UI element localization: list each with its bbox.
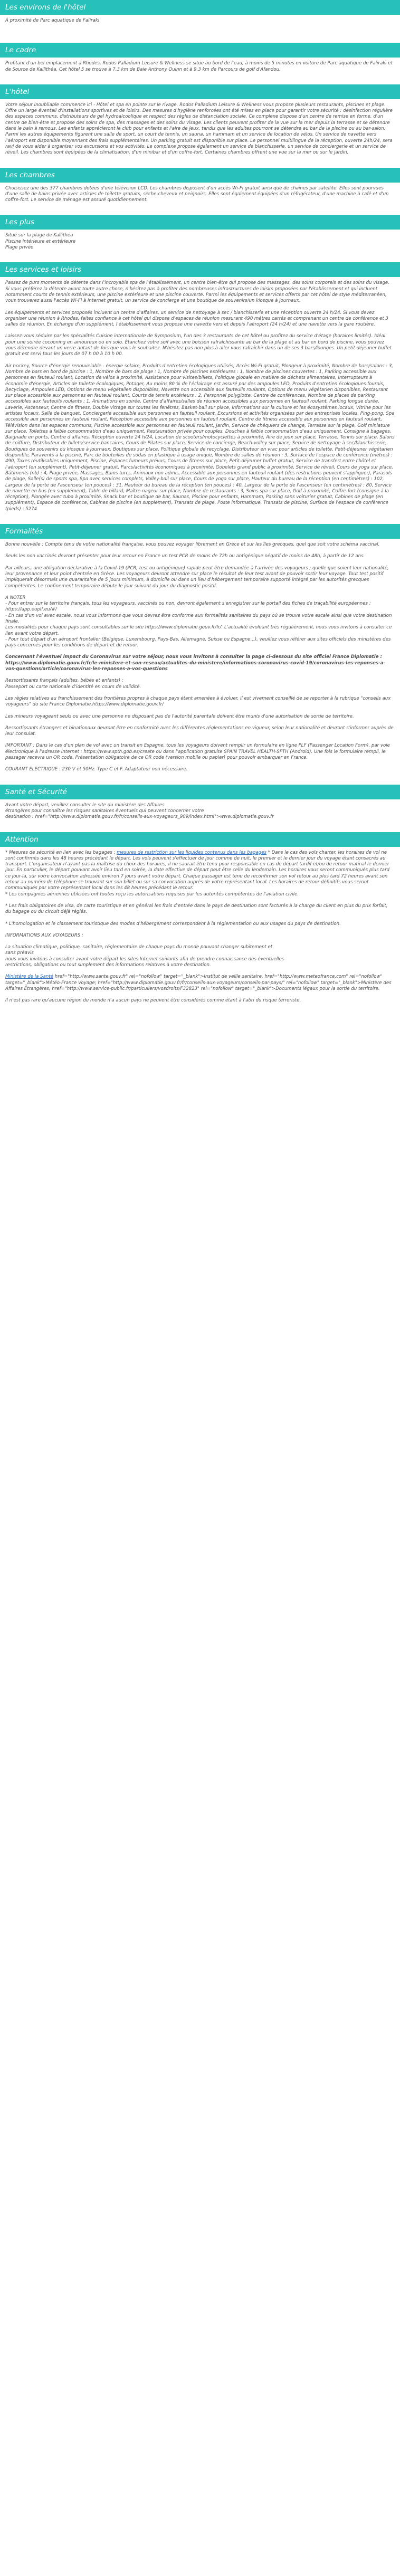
sante-line: étrangères pour connaître les risques sanitaires éventuels qui peuvent concerner votre [5,808,204,814]
section-title-environs: Les environs de l'hôtel [0,0,400,15]
services-paragraph: Passez de purs moments de détente dans l'incroyable spa de l'établissement, un centre bien-être qui propose des massages, des soins corporels et des soins du visage. Si vous préférez la détente avant toute autre chose, n'hésitez pas à profiter des nombreuses infrastructures de loisirs proposées par l'établissement et qui incluent notamment courts de tennis extérieurs, une piscine extérieure et une piscine couverte. Parmi les équipements et services offerts par cet hôtel de style méditerranéen, vous trouverez aussi l'accès Wi-Fi à Internet gratuit, un service de concierge et une boutique de souvenirs/un kiosque à journaux. [5,280,389,304]
attention-paragraph: Il n'est pas rare qu'aucune région du monde n'a aucun pays ne peuvent être considérés comme étant à l'abri du risque terroriste. [5,998,301,1004]
formalites-paragraph: Bonne nouvelle : Compte tenu de votre nationalité française, vous pouvez voyager librement en Grèce et sur les îles grecques, quel que soit votre schéma vaccinal. [5,542,380,548]
sante-line: destination : href="http://www.diplomatie.gouv.fr/fr/conseils-aux-voyageurs_909/index.html">www.diplomatie.gouv.fr [5,814,274,820]
formalites-line: Passeport ou carte nationale d'identité en cours de validité. [5,684,141,690]
section-body-hotel [0,99,400,156]
attention-line: nous vous invitons à consulter avant votre départ les sites Internet suivants afin de prendre connaissance des éventuelles [5,956,284,962]
anoter-line: - Pour tout départ d'un aéroport frontalier (Belgique, Luxembourg, Pays-Bas, Allemagne, Suisse ou Espagne...), veuillez vous référer aux sites officiels des ministères des pays concernés pour les conditions de départ et de retour. [5,636,391,648]
anoter-line: - En cas d'un vol avec escale, nous vous informons que vous devrez être conforme aux formalités sanitaires du pays où se trouve votre escale ainsi que votre destination finale. [5,613,392,624]
chambres-text: Choisissez une des 377 chambres dotées d'une télévision LCD. Les chambres disposent d'un accès Wi-Fi gratuit ainsi que de chaînes par satellite. Elles sont pourvues d'une salle de bains privée avec articles de toilette gratuits, sèche-cheveux et peignoirs. Elles sont également équipées d'un réfrigérateur, d'une machine à café et d'un coffre-fort. Le service de ménage est assuré quotidiennement. [5,185,389,203]
formalites-line: Ressortissants français (adultes, bébés et enfants) : [5,678,123,684]
section-body-plus [0,230,400,251]
attention-line: restrictions, obligations ou tout simplement des informations relatives à votre destination. [5,962,211,968]
formalites-covid-notice: Concernant l'éventuel impact du Coronavirus sur votre séjour, nous vous invitons à consulter la page ci-dessous du site officiel France Diplomatie : https://www.diplomatie.gouv.fr/fr/le-ministere-et-son-reseau/actualites-du-ministere/informations-coronavirus-covid-19/coronavirus-les-reponses-a-vos-questions/article/coronavirus-les-reponses-a-vos-questions [5,654,385,672]
plus-line: Plage privée [5,245,34,251]
section-title-hotel: L'hôtel [0,84,400,99]
plus-line: Situé sur la plage de Kallithéa [5,233,73,238]
section-body-attention [0,847,400,1004]
formalites-paragraph: Les règles relatives au franchissement des frontières propres à chaque pays étant amenées à évoluer, il est vivement conseillé de se reporter à la rubrique "conseils aux voyageurs" du site France Diplomatie.https://www.diplomatie.gouv.fr/ [5,695,391,708]
attention-line: La situation climatique, politique, sanitaire, réglementaire de chaque pays du monde pouvant changer subitement et [5,944,273,950]
liquids-restriction-link[interactable]: mesures de restriction sur les liquides contenus dans les bagages [117,850,266,855]
anoter-title: A NOTER [5,595,26,600]
formalites-paragraph: Par ailleurs, une obligation déclarative à la Covid-19 (PCR, test ou antigénique) rapide peut être demandée à l'arrivée des voyageurs ; quelle que soient leur nationalité, leur provenance et leur point d'entrée en Grèce. Les voyageurs devront attendre sur place le résultat de leur test avant de pouvoir sortir leur voyage. Tout test positif impliquerait désormais une quarantaine de 5 jours minimum, à domicile ou dans un lieu d'hébergement temporaire supporté intégré par les autorités grecques compétentes. Le confinement temporaire débute le jour suivant du jour du diagnostic positif. [5,565,389,589]
section-body-chambres [0,183,400,204]
attention-paragraph [5,850,395,898]
attention-info-title: INFORMATIONS AUX VOYAGEURS : [5,932,83,938]
attention-paragraph [5,974,395,992]
formalites-paragraph: COURANT ELECTRIQUE : 230 V et 50Hz. Type C et F. Adaptateur non nécessaire. [5,767,188,772]
section-title-chambres: Les chambres [0,168,400,183]
hotel-text: Votre séjour inoubliable commence ici - Hôtel et spa en pointe sur le rivage, Rodos Palladium Leisure & Wellness vous propose plusieurs restaurants, piscines et plage. Offre un large éventail d'installations sportives et de loisirs. Des mesures d'hygiène renforcées ont été mises en place pour garantir votre sécurité : désinfection régulière des espaces communs, distributeurs de gel hydroalcoolique et respect des règles de distanciation sociale. Ce complexe dispose d'un centre de remise en forme, d'un centre de bien-être et propose des soins de spa, des massages et des soins du visage. Les clients peuvent profiter de la vue sur la mer depuis la terrasse et se détendre dans le bain à remous. Les enfants apprécieront le club pour enfants et l'aire de jeux, tandis que les adultes pourront se détendre au bar de la piscine ou au bar-salon. Parmi les autres équipements figurent une salle de sport, un court de tennis, un sauna, un hammam et un service de location de vélos. Un service de navette vers l'aéroport est disponible moyennant des frais supplémentaires. Un parking gratuit est disponible sur place. Le personnel multilingue de la réception, ouverte 24h/24, sera ravi de vous aider à organiser vos excursions et vos activités. Le complexe propose également un service de blanchisserie, un service de conciergerie et un service de réveil. Les chambres sont équipées de la climatisation, d'un minibar et d'un coffre-fort. Certaines chambres offrent une vue sur la mer ou sur le jardin. [5,102,393,156]
services-paragraph: Les équipements et services proposés incluent un centre d'affaires, un service de nettoyage à sec / blanchisserie et une réception ouverte 24 h/24. Si vous devez organiser une réunion à Rhodes, faites confiance à cet hôtel qui dispose d'espaces de réunion mesurant 490 mètres carrés et comprenant un centre de conférence et 3 salles de réunion. En échange d'un supplément, l'établissement vous propose une navette vers et depuis l'aéroport (24 h/24) et une navette vers la gare routière. [5,310,388,328]
section-title-cadre: Le cadre [0,43,400,58]
section-body-environs [0,15,400,24]
anoter-line: Les modalités pour chaque pays sont consultables sur le site https://www.diplomatie.gouv.fr/fr/. L'actualité évoluant très régulièrement, nous vous invitons à consulter ce lien avant votre départ. [5,625,392,636]
attention-line: sans préavis [5,950,34,956]
attention-tail: * Les compagnies aériennes utilisées ont toutes reçu les autorisations requises par les autorités compétentes de l'aviation civile. [5,891,299,897]
section-body-services [0,277,400,512]
section-title-attention: Attention [0,832,400,847]
anoter-line: - Pour entrer sur le territoire français, tous les voyageurs, vaccinés ou non, devront également s'enregistrer sur le portail des fiches de traçabilité européennes : https://app.euplf.eu/#/ [5,601,371,613]
section-title-services: Les services et loisirs [0,262,400,277]
services-amenities-list: Air hockey, Source d'énergie renouvelable - énergie solaire, Produits d'entretien écologiques utilisés, Accès Wi-Fi gratuit, Plongeur à proximité, Nombre de bars/salons : 3, Nombre de bars en bord de piscine : 1, Nombre de bars de plage : 1, Nombre de piscines extérieures : 1, Nombre de piscines couvertes : 1, Parking accessible aux personnes en fauteuil roulant, Location de vélos à proximité, Assistance pour visites/billets, Politique globale en matière de déchets alimentaires, Interrupteurs à économie d'énergie, Articles de toilette écologiques, Potager, Au moins 80 % de l'éclairage est assuré par des ampoules LED, Produits d'entretien écologiques fournis, Recyclage, Ampoules LED, Options de menu végétalien disponibles, Navette non accessible aux fauteuils roulants, Options de menu végétarien disponibles, Restaurant sur place accessible aux personnes en fauteuil roulant, Courts de tennis extérieurs : 2, Personnel polyglotte, Centre de conférences, Nombre de places de parking accessibles aux fauteuils roulants : 1, Animations en soirée, Centre d'affaires/salles de réunion accessibles aux personnes en fauteuil roulant, Parking longue durée, Laverie, Ascenseur, Centre de fitness, Double vitrage sur toutes les fenêtres, Basket-ball sur place, Informations sur la culture et les écosystèmes locaux, Vitrine pour les artistes locaux, Salle de banquet, Conciergerie accessible aux personnes en fauteuil roulant, Excursions et activités organisées par des entreprises locales, Ping-pong, Spa accessible aux personnes en fauteuil roulant, Réception accessible aux personnes en fauteuil roulant, Centre de fitness accessible aux personnes en fauteuil roulant, Télévision dans les espaces communs, Piscine accessible aux personnes en fauteuil roulant, Jardin, Service de chéquiers de change, Terrasse sur la plage, Golf miniature sur place, Toilettes à faible consommation d'eau uniquement, Restauration privée pour couples, Douches à faible consommation d'eau uniquement, Consigne à bagages, Baignade en ponts, Centre d'affaires, Réception ouverte 24 h/24, Location de scooters/motocyclettes à proximité, Aire de jeux sur place, Terrasse, Tennis sur place, Salons de coiffure, Distributeur de billets/service bancaires, Cours de Pilates sur place, Service de concierge, Beach-volley sur place, Service de nettoyage à sec/blanchisserie, Boutiques de souvenirs ou kiosque à journaux, Boutiques sur place, Politique globale de recyclage, Distributeur en vrac pour articles de toilette, Petit-déjeuner végétarien disponible, Paravents à la piscine, Parc de bouteilles de sodas en plastique à usage unique, Nombre de salles de réunion : 3, Surface de l'espace de conférence (mètres) : 490, Taxes réutilisables uniquement, Piscine, Espaces fumeurs prévus, Cours de fitness sur place, Petit-déjeuner buffet gratuit, Service de transfert entre l'hôtel et l'aéroport (en supplément), Petit-déjeuner gratuit, Parcs/activités économiques à proximité, Gobelets grand public à proximité, Service de réveil, Cours de yoga sur place, Bâtiments (nb) : 4, Plage privée, Massages, Bains turcs, Animaux non admis, Accessible aux personnes en fauteuil roulant (des restrictions peuvent s'appliquer), Parasols de plage, Salle(s) de sports spa, Spa avec services complets, Volley-ball sur place, Cours de yoga sur place, Hauteur du bureau de la réception (en centimètres) : 102, Largeur de la porte de l'ascenseur (en pouces) : 31, Hauteur du bureau de la réception (en pouces) : 40, Largeur de la porte de l'ascenseur (en centimètres) : 80, Service de navette en bus (en supplément), Table de billard, Maître-nageur sur place, Nombre de restaurants : 3, Soins spa sur place, Golf à proximité, Coffre-fort (consigne à la réception), Plongée avec tuba à proximité, Snack bar et boutique de bar, Saunas, Piscine pour enfants, Hammam, Parking sans voiturier gratuit, Cabines de plage (en supplément), Espace de conférence, Cabines de piscine (en supplément), Transats de plage, Poste informatique, Transats de piscine, Surface de l'espace de conférence (pieds) : 5274 [5,363,395,512]
section-title-plus: Les plus [0,215,400,230]
formalites-important: IMPORTANT : Dans le cas d'un plan de vol avec un transit en Espagne, tous les voyageurs doivent remplir un formulaire en ligne PLF (Passenger Location Form), par voie électronique à l'adresse internet : https://www.spth.gob.es/create ou dans l'application gratuite SPAIN TRAVEL HEALTH-SPTH (Android). Une fois le formulaire rempli, le passager recevra un QR code. Présentation obligatoire de ce QR code (version mobile ou papier) pour pouvoir embarquer en France. [5,743,390,761]
attention-paragraph: * L'homologation et le classement touristique des modes d'hébergement correspondent à la réglementation ou aux usages du pays de destination. [5,921,341,927]
formalites-paragraph: Ressortissants étrangers et binationaux devront être en conformité avec les différentes réglementations en vigueur, selon leur nationalité et devront s'informer auprès de leur consulat. [5,725,394,737]
cadre-text: Profitant d'un bel emplacement à Rhodes, Rodos Palladium Leisure & Wellness se situe au bord de l'eau, à moins de 5 minutes en voiture de Parc aquatique de Faliraki et de Source de Kallithéa. Cet hôtel 5 se trouve à 7,3 km de Baie Anthony Quinn et à 9,3 km de Parcours de golf d'Afandou. [5,61,393,72]
plus-line: Piscine intérieure et extérieure [5,238,76,244]
formalites-paragraph: Les mineurs voyageant seuls ou avec une personne ne disposant pas de l'autorité parentale doivent être munis d'une autorisation de sortie de territoire. [5,713,354,719]
environs-text: À proximité de Parc aquatique de Faliraki [5,18,100,23]
section-body-formalites [0,539,400,773]
formalites-paragraph: Seuls les non vaccinés devront présenter pour leur retour en France un test PCR de moins de 72h ou antigénique négatif de moins de 48h, à partir de 12 ans. [5,554,365,559]
section-title-sante: Santé et Sécurité [0,785,400,799]
attention-links-text: href="http://www.sante.gouv.fr" rel="nofollow" target="_blank">Institut de veille sanitaire, href="http://www.meteofrance.com" rel="nofollow" target="_blank">Météo-France Voyage; href="http://www.diplomatie.gouv.fr/fr/conseils-aux-voyageurs/conseils-par-pays/" rel="nofollow" target="_blank">Ministère des Affaires Étrangères, href="http://www.service-public.fr/particuliers/vosdroits/F32823" rel="nofollow" target="_blank">Documents légaux pour la sortie du territoire. [5,974,392,991]
attention-rest: * Dans le cas des vols charter, les horaires de vol ne sont confirmés dans les 48 heures précédant le départ. Les vols peuvent s'effectuer de jour comme de nuit, le premier et le dernier jour du voyage étant consacrés au transport. L'organisateur n'ayant pas la maîtrise du choix des horaires, il ne saurait être tenu pour responsable en cas de départ tardif et/ou de retour matinal le dernier jour. En particulier, le départ pouvant avoir lieu tard en soirée, la date effective de départ peut être celle du lendemain. Les horaires vous seront communiqués plus tard ce jour-là, sur votre convocation adressée environ 7 jours avant votre départ. Chaque passager est tenu de reconfirmer son vol retour au plus tard 72 heures avant son retour au numéro de téléphone se trouvant sur son billet ou sur sa convocation auprès de votre représentant local. Les horaires de retour définitifs vous seront communiqués par votre représentant local dans les 48 heures précédant le retour. [5,850,389,891]
section-body-cadre [0,58,400,73]
attention-paragraph: * Les frais obligatoires de visa, de carte touristique et en général les frais d'entrée dans le pays de destination sont facturés à la charge du client en plus du prix forfait, du bagage ou du circuit déjà réglés. [5,903,388,915]
ministere-sante-link[interactable]: Ministère de la Santé [5,974,54,980]
attention-paragraph [5,944,395,968]
sante-line: Avant votre départ, veuillez consulter le site du ministère des Affaires [5,802,165,808]
section-title-formalites: Formalités [0,524,400,539]
attention-lead: * Mesures de sécurité en lien avec les bagages : [5,850,117,855]
services-paragraph: Laissez-vous séduire par les spécialités Cuisine internationale de Symposium, l'un des 3 restaurants de cet hôtel ou profitez du service d'étage (horaires limités). Idéal pour une soirée cocooning en amoureux ou en solo. Étanchez votre soif avec une boisson rafraîchissante au bar de la plage et au bar en bord de piscine, vous pouvez vous détendre devant un verre autant de fois que vous le souhaitez. N'hésitez pas non plus à aller vous rafraîchir dans un de ses 3 bars/lounges. Un petit déjeuner buffet gratuit est servi tous les jours de 07 h 00 à 10 h 00. [5,333,392,357]
section-body-sante [0,799,400,820]
